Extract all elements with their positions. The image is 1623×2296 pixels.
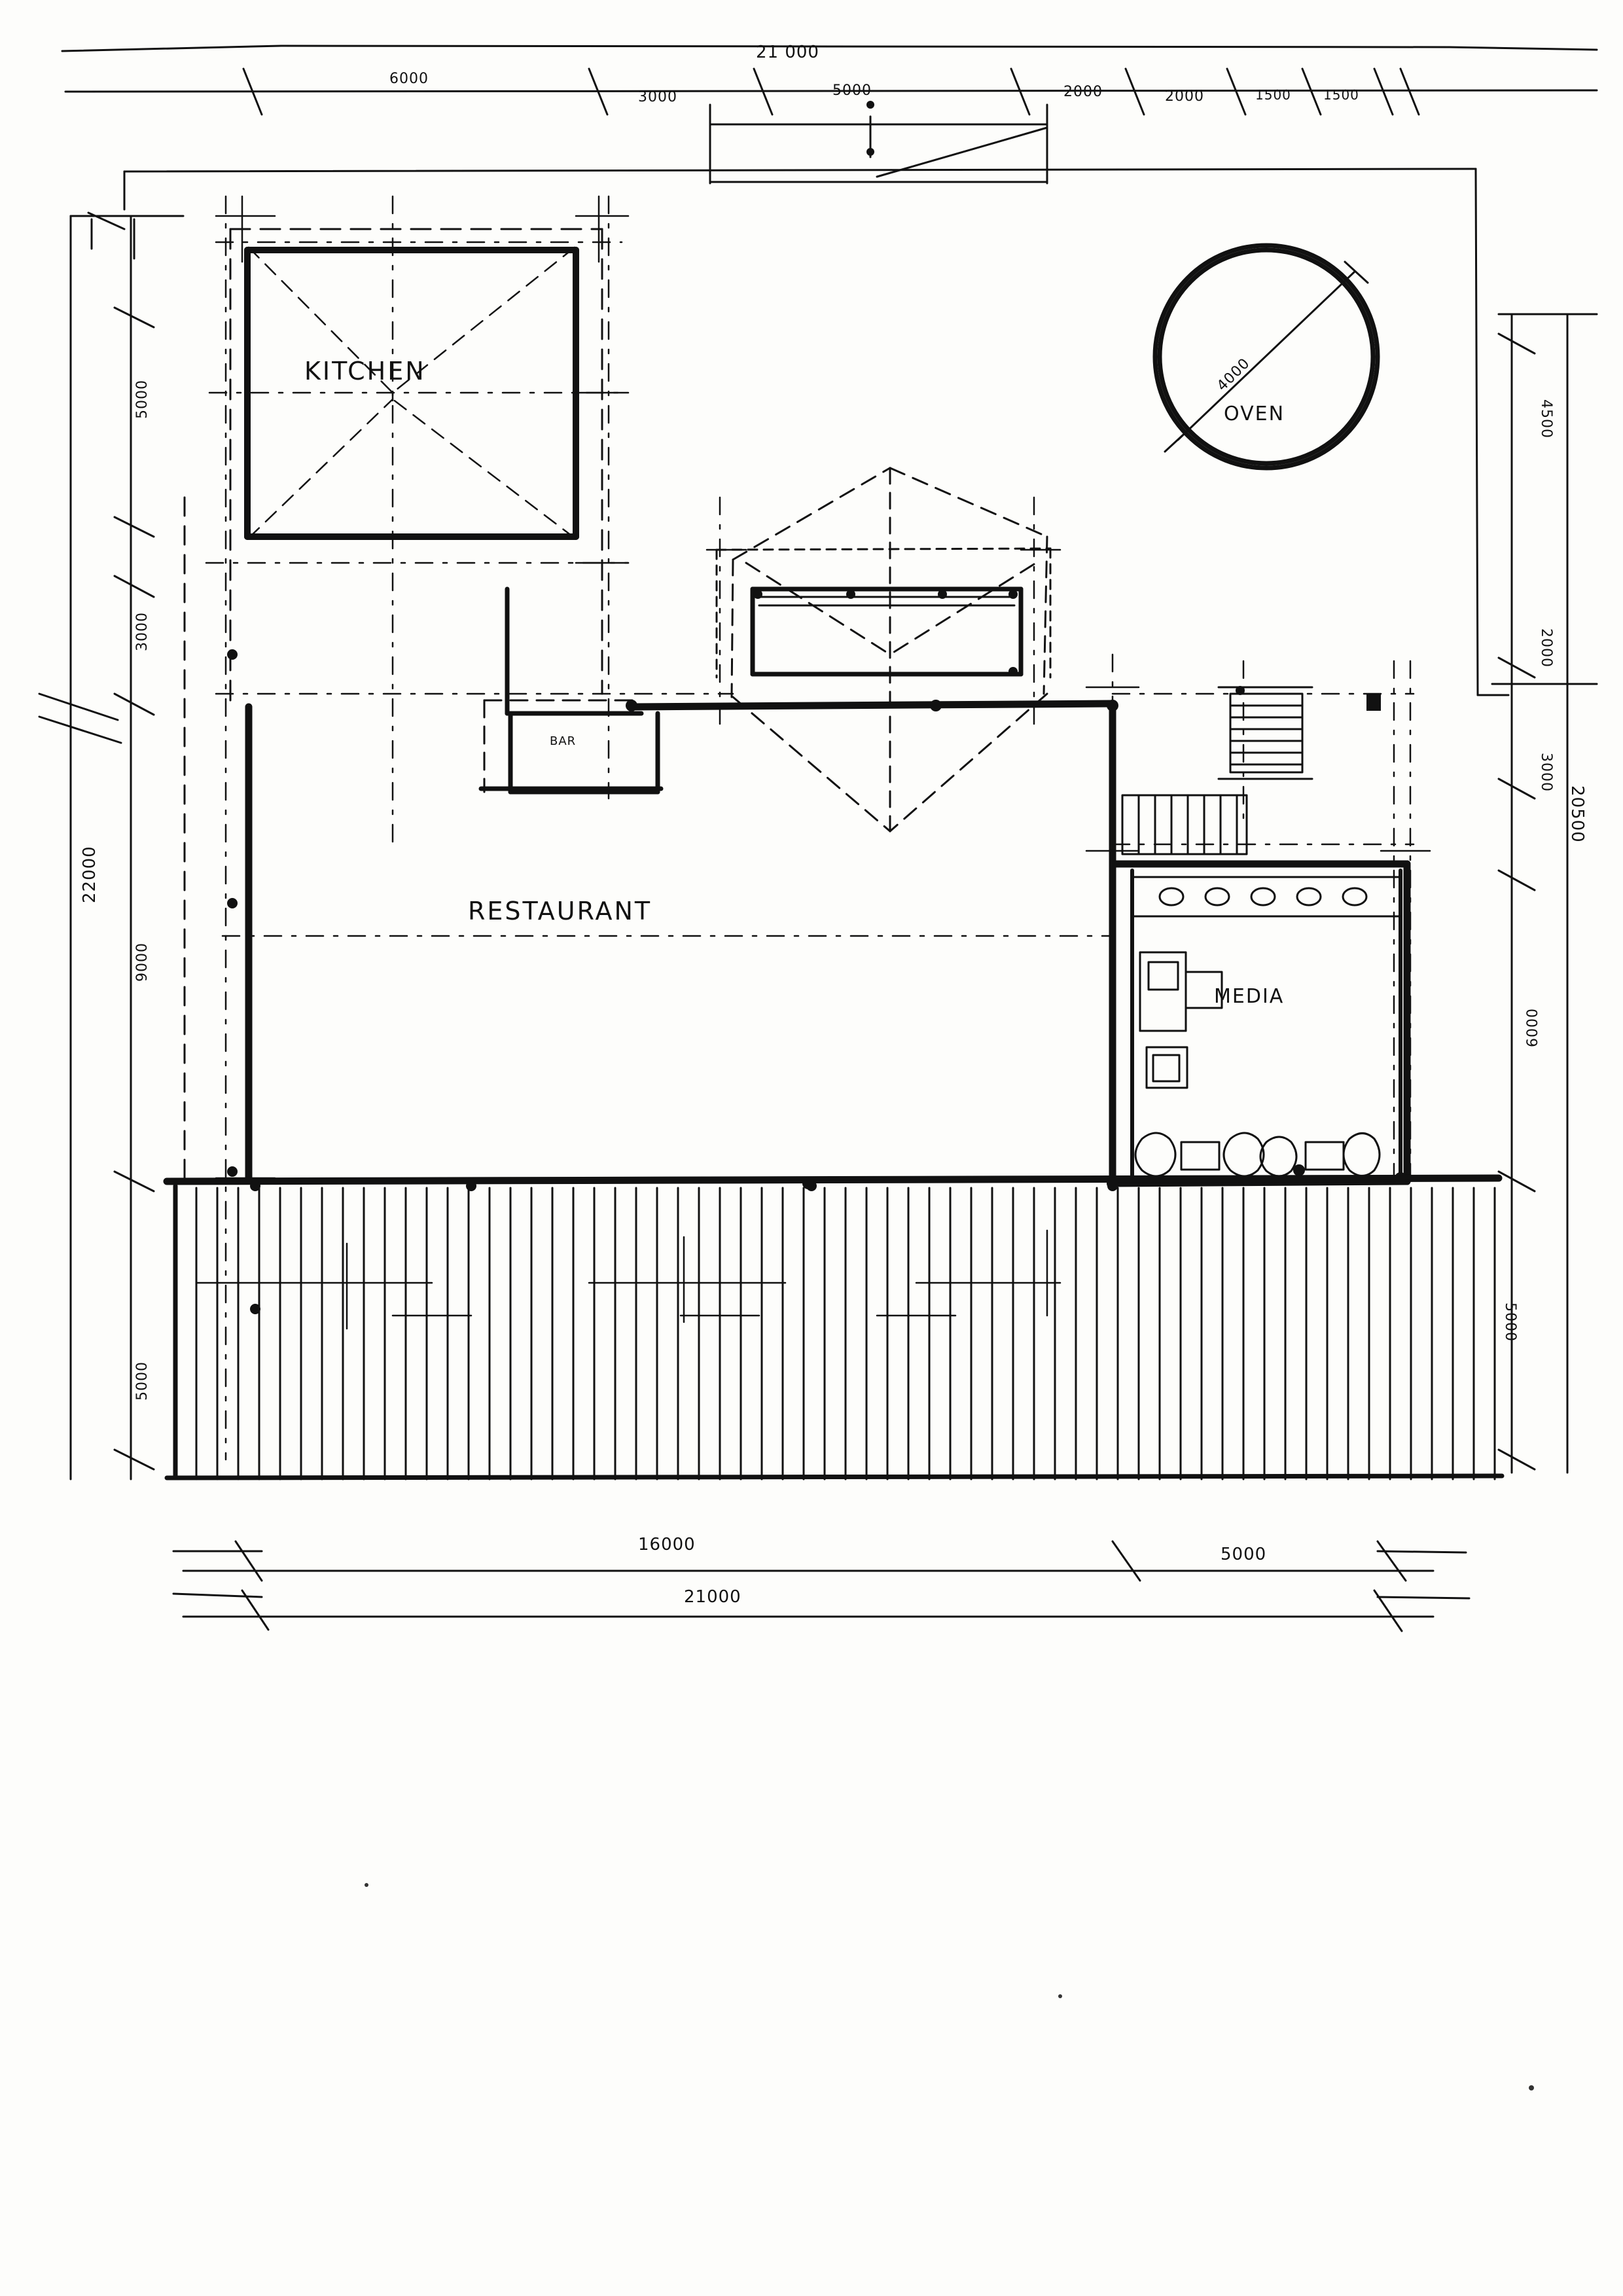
dim-top-7: 1500: [1323, 87, 1359, 103]
deck-setout-marks: [196, 1230, 1060, 1329]
dim-left-1: 5000: [134, 380, 151, 419]
stair-node: [1236, 686, 1381, 711]
dim-top-4: 2000: [1063, 84, 1103, 100]
dim-left-2: 3000: [134, 612, 151, 651]
top-dimension-chain: [62, 46, 1597, 183]
restaurant-walls: [167, 704, 1499, 1183]
dim-bottom-2: 5000: [1221, 1545, 1267, 1564]
deck-hatch: [175, 1188, 1495, 1479]
dim-top-1: 6000: [389, 71, 429, 87]
dim-left-overall: 22000: [80, 846, 99, 903]
media-furniture: [1140, 952, 1222, 1088]
stair: [1219, 687, 1312, 779]
dim-top-overall: 21 000: [756, 43, 819, 62]
dim-right-2: 2000: [1538, 628, 1554, 668]
dim-right-overall: 20500: [1567, 785, 1587, 843]
west-nodes: [227, 649, 238, 1177]
dim-left-4: 5000: [134, 1361, 151, 1401]
deck-edges: [167, 1186, 1502, 1478]
dim-left-3: 9000: [134, 942, 151, 982]
room-label-media: MEDIA: [1214, 985, 1285, 1008]
paper-specks: [365, 1883, 1534, 2090]
restaurant-wall-nodes: [626, 700, 1118, 1189]
dim-top-5: 2000: [1165, 88, 1204, 105]
entry-glazing-nodes: [753, 590, 1018, 676]
bottom-dimension-chain: [173, 1541, 1469, 1631]
left-dimension-chain: [39, 213, 183, 1479]
lounge-furniture: [1135, 1133, 1380, 1176]
kitchen-outline-dashed: [230, 229, 602, 700]
dim-bottom-1: 16000: [638, 1535, 696, 1554]
dim-top-2: 3000: [638, 89, 677, 105]
dim-right-1: 4500: [1538, 399, 1554, 439]
room-label-restaurant: RESTAURANT: [468, 897, 652, 925]
service-joinery: [1122, 795, 1247, 854]
bar-area: [481, 589, 661, 792]
dim-top-6: 1500: [1255, 87, 1291, 103]
room-label-bar: BAR: [550, 734, 577, 748]
dim-right-4: 6000: [1525, 1008, 1541, 1047]
dim-oven-diameter: 4000: [1214, 355, 1254, 395]
counter-fixtures: [1132, 877, 1400, 916]
entry-canopy: [732, 468, 1047, 831]
entry-glazing: [753, 589, 1021, 674]
entry-glazing-mullions: [759, 597, 1014, 605]
room-label-oven: OVEN: [1224, 403, 1285, 425]
room-label-kitchen: KITCHEN: [304, 357, 426, 386]
entry-canopy-inner: [717, 548, 1050, 677]
right-dimension-chain: [1492, 314, 1597, 1473]
dim-right-3: 3000: [1538, 753, 1554, 792]
dim-top-3: 5000: [832, 82, 872, 99]
dim-bottom-overall: 21000: [684, 1587, 741, 1607]
dim-right-5: 5000: [1502, 1302, 1518, 1342]
